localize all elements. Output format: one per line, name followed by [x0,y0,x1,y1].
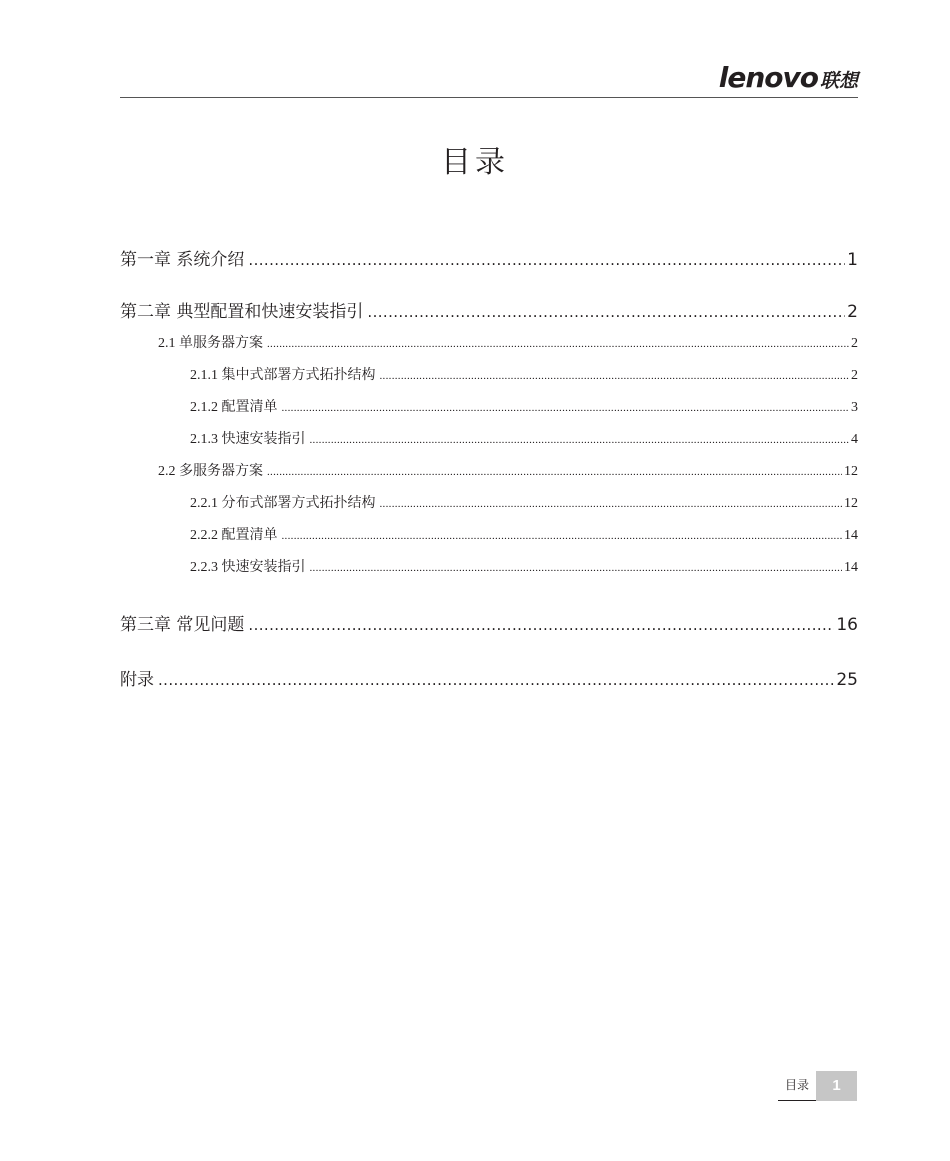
page-footer [778,1071,857,1101]
toc-entry-page: 2 [851,368,858,383]
toc-leader-dots [380,370,850,382]
toc-leader-dots [282,402,850,414]
toc-leader-dots [310,562,843,574]
footer-section-label: 目录 [778,1071,816,1101]
logo-chinese-name: 联想 [819,70,858,92]
toc-entry-2-1-2[interactable] [190,396,858,416]
toc-entry-2-2-3[interactable] [190,556,858,576]
toc-leader-dots [267,338,849,350]
page-title: 目录 [441,145,509,180]
lenovo-logo [719,62,858,94]
toc-entry-label: 2.1.3 快速安装指引 [190,432,306,447]
toc-entry-label: 2.1 单服务器方案 [158,336,263,351]
toc-entry-page: 14 [844,560,858,575]
toc-entry-page: 3 [851,400,858,415]
toc-entry-label: 2.1.1 集中式部署方式拓扑结构 [190,368,376,383]
toc-entry-2-2-2[interactable] [190,524,858,544]
toc-entry-page: 25 [836,670,858,690]
toc-leader-dots [158,671,834,689]
toc-entry-page: 12 [844,464,858,479]
toc-entry-2-2-1[interactable] [190,492,858,512]
toc-entry-label: 2.2.2 配置清单 [190,528,278,543]
toc-entry-page: 14 [844,528,858,543]
toc-entry-appendix[interactable] [120,665,858,690]
logo-wordmark: lenovo [718,61,818,94]
toc-entry-page: 2 [851,336,858,351]
toc-entry-page: 1 [847,250,858,270]
toc-entry-2-2[interactable] [158,460,858,480]
toc-entry-label: 2.2.1 分布式部署方式拓扑结构 [190,496,376,511]
toc-entry-chapter-1[interactable] [120,245,858,270]
toc-entry-2-1-1[interactable] [190,364,858,384]
header-divider [120,97,858,98]
toc-entry-label: 附录 [120,670,154,690]
toc-entry-label: 2.1.2 配置清单 [190,400,278,415]
footer-page-number: 1 [816,1071,857,1101]
toc-entry-label: 2.2.3 快速安装指引 [190,560,306,575]
toc-leader-dots [310,434,850,446]
toc-entry-page: 12 [844,496,858,511]
toc-leader-dots [248,616,834,634]
toc-entry-chapter-2[interactable] [120,297,858,322]
toc-entry-label: 2.2 多服务器方案 [158,464,263,479]
toc-entry-page: 2 [847,302,858,322]
toc-entry-page: 16 [836,615,858,635]
toc-leader-dots [248,251,845,269]
toc-leader-dots [282,530,843,542]
toc-entry-label: 第三章 常见问题 [120,615,245,635]
toc-entry-chapter-3[interactable] [120,610,858,635]
toc-leader-dots [267,466,842,478]
toc-entry-page: 4 [851,432,858,447]
toc-entry-2-1-3[interactable] [190,428,858,448]
toc-leader-dots [380,498,843,510]
toc-leader-dots [367,303,845,321]
page-header [120,60,858,98]
toc-entry-label: 第一章 系统介绍 [120,250,245,270]
toc-entry-label: 第二章 典型配置和快速安装指引 [120,302,364,322]
toc-entry-2-1[interactable] [158,332,858,352]
